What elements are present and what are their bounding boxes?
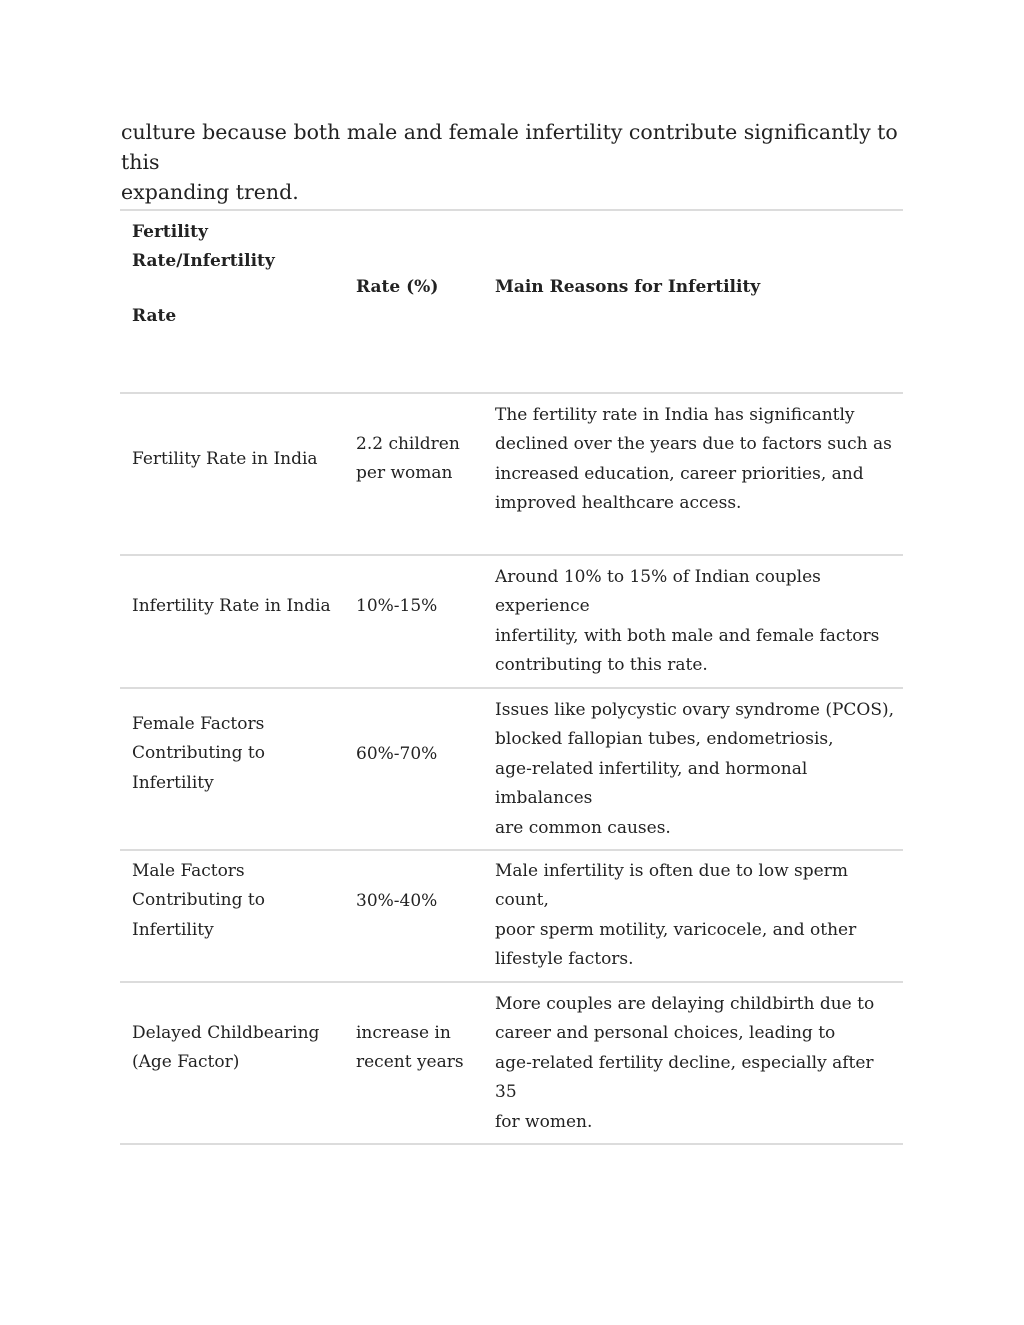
table-row	[120, 394, 903, 556]
row-reason-line: More couples are delaying childbirth due to	[495, 994, 875, 1014]
row-name-line: Infertility	[132, 919, 214, 940]
table-row	[120, 851, 903, 983]
header-col1-line: Rate	[132, 305, 177, 326]
row-name	[132, 857, 342, 945]
row-reason	[495, 696, 900, 843]
row-rate-line: per woman	[356, 463, 453, 484]
row-reason-line: Around 10% to 15% of Indian couples experience	[495, 567, 821, 617]
row-name	[132, 445, 342, 474]
row-name-line: Male Factors	[132, 861, 245, 881]
row-rate	[356, 1019, 476, 1078]
table-row	[120, 689, 903, 851]
row-reason	[495, 401, 900, 519]
row-reason	[495, 857, 900, 975]
row-name-line: Female Factors	[132, 714, 265, 734]
row-reason-line: age-related fertility decline, especially after 35	[495, 1052, 874, 1103]
row-reason-line: increased education, career priorities, and	[495, 463, 864, 484]
row-reason	[495, 563, 900, 681]
row-rate-line: 10%-15%	[356, 596, 438, 616]
row-rate	[356, 592, 476, 621]
row-name-line: Contributing to	[132, 743, 265, 764]
row-reason	[495, 990, 900, 1137]
fertility-table	[120, 209, 903, 1145]
row-reason-line: for women.	[495, 1111, 593, 1132]
row-rate	[356, 887, 476, 916]
header-col1-line: Fertility	[132, 222, 208, 242]
intro-paragraph	[121, 117, 911, 207]
intro-line-2: expanding trend.	[121, 180, 299, 204]
row-reason-line: lifestyle factors.	[495, 949, 634, 970]
row-name-line: Delayed Childbearing	[132, 1023, 320, 1043]
row-reason-line: are common causes.	[495, 817, 671, 838]
header-col-rate: Rate (%)	[356, 277, 439, 297]
row-name-line: Contributing to	[132, 890, 265, 911]
header-col-fertility-rate	[132, 218, 342, 331]
row-reason-line: age-related infertility, and hormonal imbalances	[495, 758, 808, 809]
row-rate-line: recent years	[356, 1052, 464, 1073]
header-col-reasons: Main Reasons for Infertility	[495, 277, 761, 297]
row-name	[132, 710, 342, 798]
row-name	[132, 592, 342, 621]
row-reason-line: improved healthcare access.	[495, 493, 742, 514]
row-rate-line: 60%-70%	[356, 744, 438, 764]
row-name-line: (Age Factor)	[132, 1052, 240, 1073]
row-rate	[356, 430, 476, 489]
row-reason-line: declined over the years due to factors such as	[495, 434, 892, 455]
row-rate	[356, 740, 476, 769]
row-reason-line: The fertility rate in India has significantly	[495, 405, 855, 425]
header-col1-line: Rate/Infertility	[132, 251, 275, 272]
row-name-line: Infertility Rate in India	[132, 596, 331, 616]
row-reason-line: poor sperm motility, varicocele, and other	[495, 919, 857, 940]
row-reason-line: Male infertility is often due to low sperm count,	[495, 861, 848, 911]
row-reason-line: blocked fallopian tubes, endometriosis,	[495, 729, 834, 750]
row-reason-line: Issues like polycystic ovary syndrome (PCOS),	[495, 700, 895, 720]
row-name-line: Infertility	[132, 772, 214, 793]
row-name	[132, 1019, 342, 1078]
row-name-line: Fertility Rate in India	[132, 449, 318, 469]
intro-line-1: culture because both male and female infertility contribute significantly to this	[121, 120, 898, 174]
table-header-row	[120, 211, 903, 394]
table-row	[120, 983, 903, 1145]
row-rate-line: 30%-40%	[356, 891, 438, 911]
row-reason-line: career and personal choices, leading to	[495, 1023, 836, 1044]
row-rate-line: increase in	[356, 1023, 451, 1043]
row-rate-line: 2.2 children	[356, 434, 460, 454]
row-reason-line: contributing to this rate.	[495, 655, 708, 676]
table-row	[120, 556, 903, 689]
row-reason-line: infertility, with both male and female factors	[495, 625, 880, 646]
